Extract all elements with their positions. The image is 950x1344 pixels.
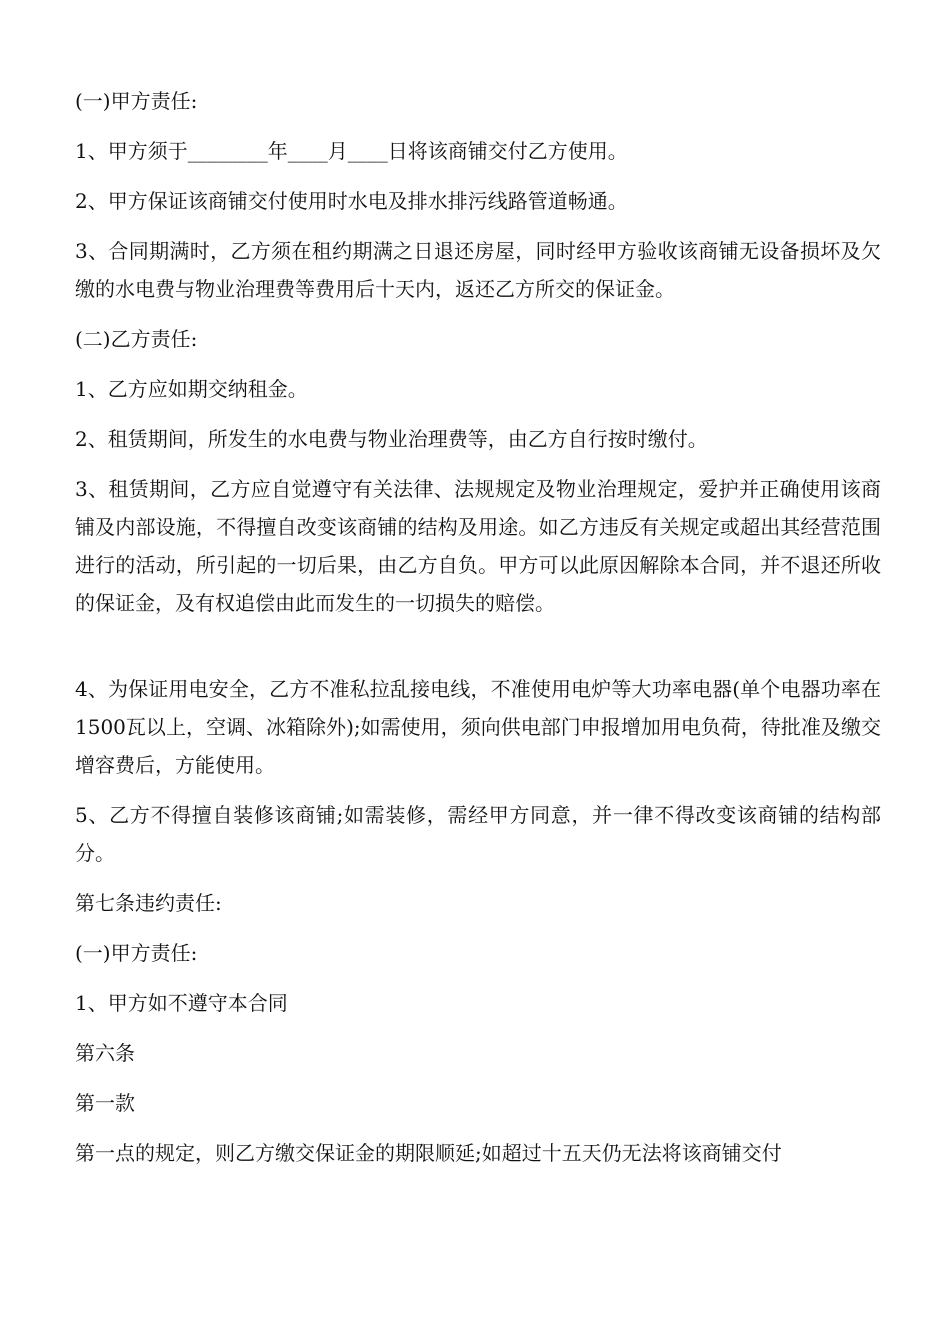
clause-b2-fees: 2、租赁期间，所发生的水电费与物业治理费等，由乙方自行按时缴付。 [75, 427, 708, 451]
clause-b4-electricity: 4、为保证用电安全，乙方不准私拉乱接电线，不准使用电炉等大功率电器(单个电器功率在1500瓦以上，空调、冰箱除外);如需使用，须向供电部门申报增加用电负荷，待批准及缴交增容费后，方能使用。 [75, 677, 881, 777]
article-6-reference: 第六条 [75, 1041, 135, 1065]
clause-b1-rent: 1、乙方应如期交纳租金。 [75, 377, 308, 401]
clause-b5-renovation: 5、乙方不得擅自装修该商铺;如需装修，需经甲方同意，并一律不得改变该商铺的结构部分。 [75, 803, 881, 865]
liability-a1-continuation: 第一点的规定，则乙方缴交保证金的期限顺延;如超过十五天仍无法将该商铺交付 [75, 1141, 782, 1165]
clause-a2-utilities: 2、甲方保证该商铺交付使用时水电及排水排污线路管道畅通。 [75, 189, 628, 213]
section-heading-party-b: (二)乙方责任: [75, 327, 198, 351]
paragraph-gap [75, 634, 881, 670]
clause-a3-deposit-return: 3、合同期满时，乙方须在租约期满之日退还房屋，同时经甲方验收该商铺无设备损坏及欠缴的水电费与物业治理费等费用后十天内，返还乙方所交的保证金。 [75, 239, 881, 301]
paragraph-1-reference: 第一款 [75, 1091, 135, 1115]
article-7-heading: 第七条违约责任: [75, 891, 222, 915]
section-heading-party-a-liability: (一)甲方责任: [75, 941, 198, 965]
clause-a1-delivery-date: 1、甲方须于________年____月____日将该商铺交付乙方使用。 [75, 139, 628, 163]
clause-b3-compliance: 3、租赁期间，乙方应自觉遵守有关法律、法规规定及物业治理规定，爱护并正确使用该商铺及内部设施，不得擅自改变该商铺的结构及用途。如乙方违反有关规定或超出其经营范围进行的活动，所引起的一切后果，由乙方自负。甲方可以此原因解除本合同，并不退还所收的保证金，及有权追偿由此而发生的一切损失的赔偿。 [75, 477, 881, 615]
document-body [75, 82, 881, 1184]
section-heading-party-a: (一)甲方责任: [75, 89, 198, 113]
liability-a1: 1、甲方如不遵守本合同 [75, 991, 288, 1015]
